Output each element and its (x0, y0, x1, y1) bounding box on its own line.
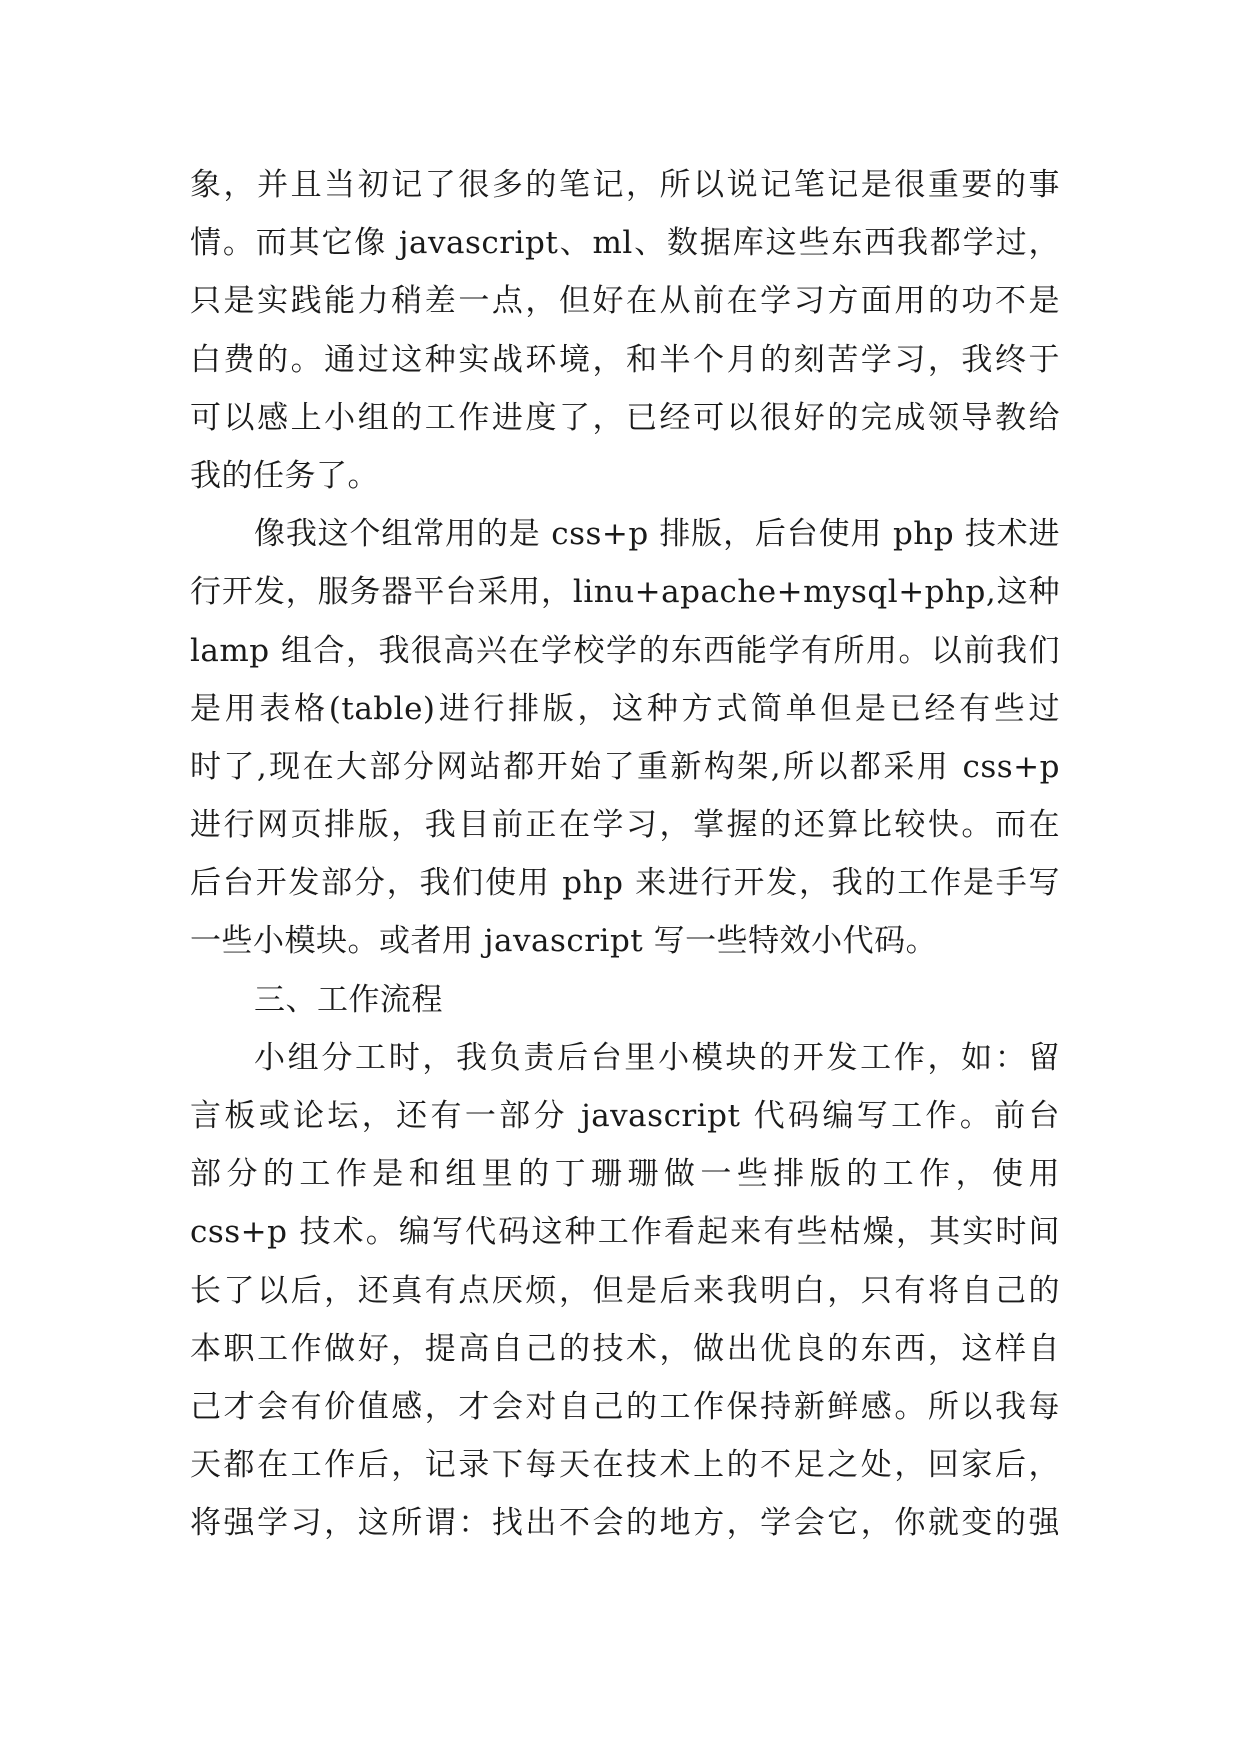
text-line: lamp 组合，我很高兴在学校学的东西能学有所用。以前我们 (190, 632, 1060, 669)
text-line: 本职工作做好，提高自己的技术，做出优良的东西，这样自 (190, 1330, 1060, 1367)
document-body (190, 156, 1060, 1553)
text-line: 一些小模块。或者用 javascript 写一些特效小代码。 (190, 923, 938, 960)
text-line: 后台开发部分，我们使用 php 来进行开发，我的工作是手写 (190, 865, 1060, 902)
text-line: css+p 技术。编写代码这种工作看起来有些枯燥，其实时间 (190, 1214, 1060, 1251)
text-line: 长了以后，还真有点厌烦，但是后来我明白，只有将自己的 (190, 1272, 1060, 1309)
text-line: 象，并且当初记了很多的笔记，所以说记笔记是很重要的事 (190, 167, 1060, 203)
text-line: 可以感上小组的工作进度了，已经可以很好的完成领导教给 (190, 399, 1060, 436)
text-line: 是用表格(table)进行排版，这种方式简单但是已经有些过 (190, 690, 1060, 727)
text-line: 情。而其它像 javascript、ml、数据库这些东西我都学过， (190, 225, 1060, 262)
text-line: 部分的工作是和组里的丁珊珊做一些排版的工作，使用 (190, 1156, 1060, 1193)
text-line: 我的任务了。 (190, 457, 379, 494)
text-line: 只是实践能力稍差一点，但好在从前在学习方面用的功不是 (190, 283, 1060, 320)
text-line: 己才会有价值感，才会对自己的工作保持新鲜感。所以我每 (190, 1388, 1060, 1425)
text-line: 白费的。通过这种实战环境，和半个月的刻苦学习，我终于 (190, 341, 1060, 378)
text-line: 天都在工作后，记录下每天在技术上的不足之处，回家后， (190, 1447, 1060, 1484)
text-line: 言板或论坛，还有一部分 javascript 代码编写工作。前台 (190, 1098, 1060, 1134)
text-line: 行开发，服务器平台采用，linu+apache+mysql+php,这种 (190, 574, 1060, 611)
text-line: 进行网页排版，我目前正在学习，掌握的还算比较快。而在 (190, 807, 1060, 844)
text-line: 将强学习，这所谓：找出不会的地方，学会它，你就变的强 (190, 1505, 1060, 1542)
text-line: 像我这个组常用的是 css+p 排版，后台使用 php 技术进 (254, 516, 1060, 553)
text-line: 小组分工时，我负责后台里小模块的开发工作，如：留 (254, 1039, 1060, 1076)
section-heading: 三、工作流程 (254, 981, 443, 1018)
text-line: 时了,现在大部分网站都开始了重新构架,所以都采用 css+p (190, 748, 1060, 785)
